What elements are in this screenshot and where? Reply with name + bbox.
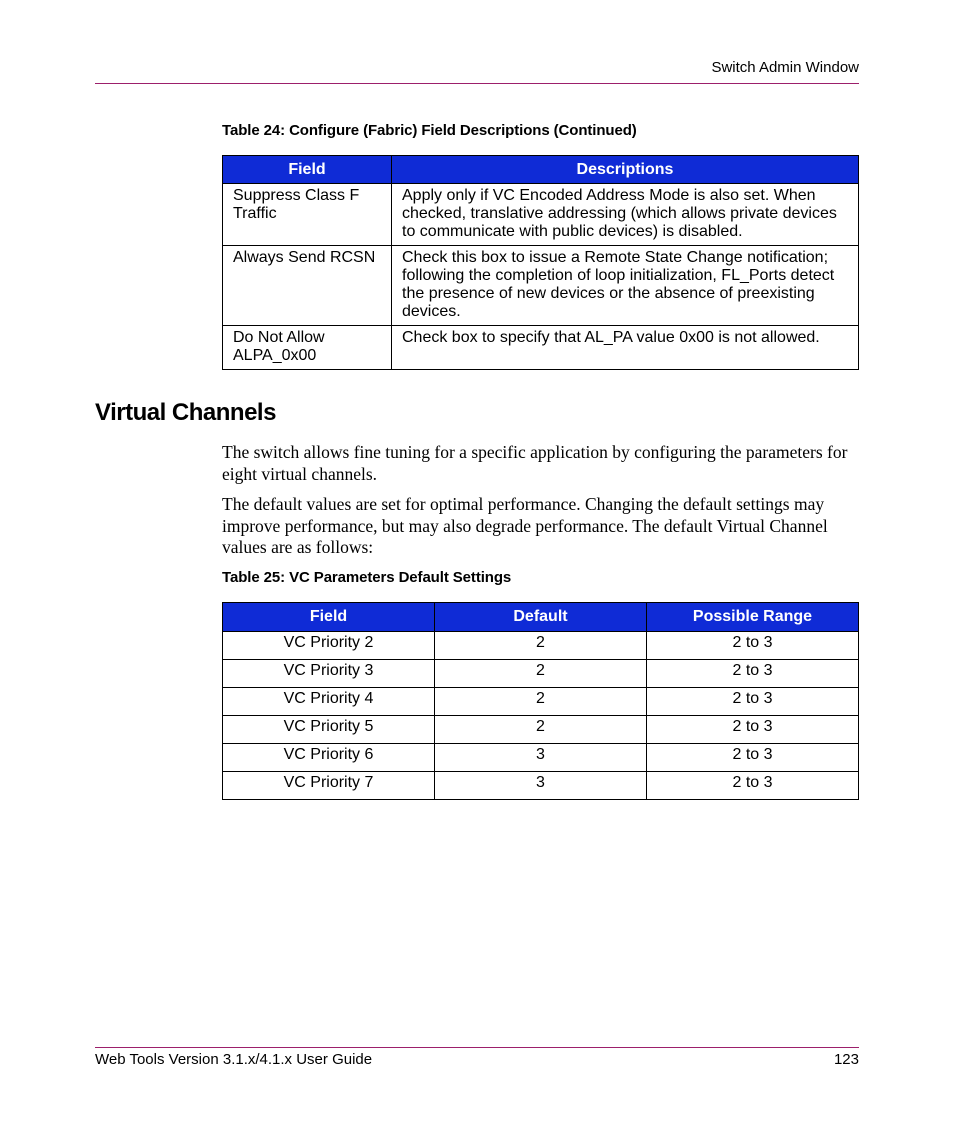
footer-rule (95, 1047, 859, 1048)
table-row (223, 246, 859, 326)
default-cell: 2 (435, 716, 647, 744)
field-cell: VC Priority 4 (223, 688, 435, 716)
table-header-row (223, 603, 859, 632)
description-cell: Check this box to issue a Remote State Change notification; following the completion of loop initialization, FL_Ports detect the presence of new devices or the absence of preexisting devices. (392, 246, 859, 326)
range-cell: 2 to 3 (647, 660, 859, 688)
description-cell: Apply only if VC Encoded Address Mode is also set. When checked, translative addressing (which allows private devices to communicate with public devices) is disabled. (392, 184, 859, 246)
table-header-row (223, 156, 859, 184)
default-cell: 2 (435, 632, 647, 660)
table-row (223, 184, 859, 246)
field-cell: Do Not Allow ALPA_0x00 (223, 326, 392, 370)
default-cell: 3 (435, 744, 647, 772)
table-row (223, 326, 859, 370)
field-cell: VC Priority 5 (223, 716, 435, 744)
footer-guide-title: Web Tools Version 3.1.x/4.1.x User Guide (95, 1051, 373, 1068)
table-25-vc-parameters (222, 602, 859, 800)
table-row (223, 772, 859, 800)
field-cell: VC Priority 6 (223, 744, 435, 772)
range-cell: 2 to 3 (647, 716, 859, 744)
table-25-caption: Table 25: VC Parameters Default Settings (222, 569, 512, 586)
table-row (223, 632, 859, 660)
range-cell: 2 to 3 (647, 744, 859, 772)
table-row (223, 688, 859, 716)
column-header-possible-range: Possible Range (647, 603, 859, 632)
table-24-caption: Table 24: Configure (Fabric) Field Descriptions (Continued) (222, 122, 637, 139)
range-cell: 2 to 3 (647, 688, 859, 716)
field-cell: VC Priority 2 (223, 632, 435, 660)
page-number: 123 (833, 1051, 859, 1068)
default-cell: 3 (435, 772, 647, 800)
table-row (223, 744, 859, 772)
default-cell: 2 (435, 660, 647, 688)
section-title: Virtual Channels (95, 399, 276, 426)
table-row (223, 716, 859, 744)
column-header-default: Default (435, 603, 647, 632)
running-header: Switch Admin Window (711, 59, 859, 76)
body-paragraph: The default values are set for optimal performance. Changing the default settings may improve performance, but may also degrade performance. The default Virtual Channel values are as follows: (222, 494, 828, 557)
field-cell: VC Priority 3 (223, 660, 435, 688)
column-header-field: Field (223, 603, 435, 632)
column-header-descriptions: Descriptions (392, 156, 859, 184)
default-cell: 2 (435, 688, 647, 716)
field-cell: Suppress Class F Traffic (223, 184, 392, 246)
range-cell: 2 to 3 (647, 772, 859, 800)
description-cell: Check box to specify that AL_PA value 0x00 is not allowed. (392, 326, 859, 370)
field-cell: Always Send RCSN (223, 246, 392, 326)
table-row (223, 660, 859, 688)
field-cell: VC Priority 7 (223, 772, 435, 800)
column-header-field: Field (223, 156, 392, 184)
table-24-configure-fabric (222, 155, 859, 370)
body-paragraph: The switch allows fine tuning for a specific application by configuring the parameters for eight virtual channels. (222, 442, 848, 484)
range-cell: 2 to 3 (647, 632, 859, 660)
header-rule (95, 83, 859, 84)
